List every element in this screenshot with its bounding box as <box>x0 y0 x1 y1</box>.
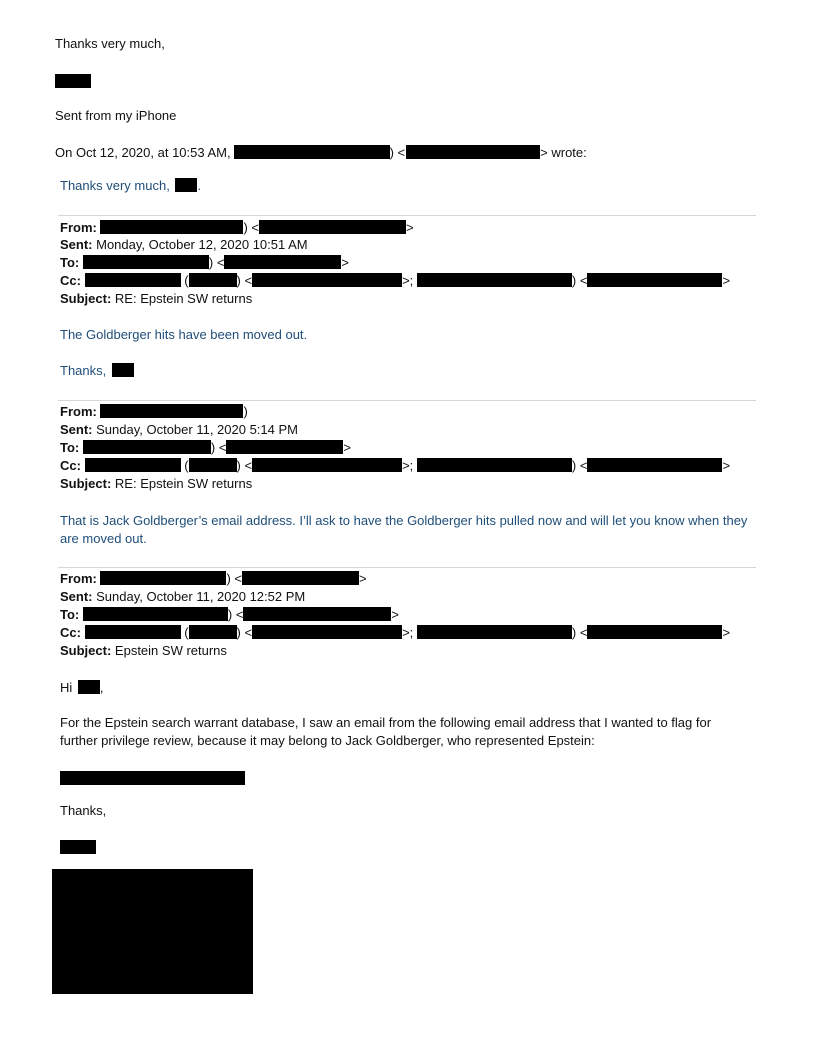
redaction-block <box>417 273 572 287</box>
redaction-block <box>587 458 722 472</box>
message-signoff: Thanks, <box>60 803 107 818</box>
redaction-block <box>189 458 237 472</box>
body-text: Hi <box>60 680 73 695</box>
redaction-block <box>417 625 572 639</box>
message-body: That is Jack Goldberger’s email address. I’ll ask to have the Goldberger hits pulled now and will let you know when they are moved out. <box>60 513 748 546</box>
sent-date: Sunday, October 11, 2020 12:52 PM <box>96 589 306 604</box>
redaction-block <box>252 273 402 287</box>
redaction-block <box>252 625 402 639</box>
sent-line: Sent: Sunday, October 11, 2020 12:52 PM <box>60 589 306 604</box>
comma: , <box>99 680 104 695</box>
message-body: For the Epstein search warrant database, I saw an email from the following email address that I wanted to flag for further privilege review, because it may belong to Jack Goldberger, who represented Epstein: <box>60 715 712 748</box>
redaction-block <box>224 255 341 269</box>
redaction-block <box>85 625 181 639</box>
message-body: The Goldberger hits have been moved out. <box>60 327 308 342</box>
redaction-block <box>100 571 226 585</box>
redaction-block <box>243 607 391 621</box>
redaction-block <box>112 363 134 377</box>
redaction-block <box>226 440 343 454</box>
redaction-block <box>83 255 209 269</box>
reply-closing: Thanks very much, <box>55 36 165 51</box>
redaction-block <box>406 145 540 159</box>
header-divider <box>58 400 756 401</box>
redaction-block <box>259 220 406 234</box>
redaction-block <box>234 145 390 159</box>
body-text: Thanks, <box>60 363 107 378</box>
redaction-block <box>85 273 181 287</box>
header-divider <box>58 215 756 216</box>
redaction-block <box>189 273 237 287</box>
redaction-block <box>60 840 96 854</box>
subject-text: Epstein SW returns <box>114 643 227 658</box>
redaction-block <box>587 273 722 287</box>
from-line: From: ) <box>60 404 248 419</box>
redaction-block <box>587 625 722 639</box>
redaction-block <box>85 458 181 472</box>
sent-line: Sent: Sunday, October 11, 2020 5:14 PM <box>60 422 298 437</box>
quote-wrote: > wrote: <box>540 145 587 160</box>
to-line: To: ) < > <box>60 440 352 455</box>
subject-line: Subject: RE: Epstein SW returns <box>60 291 253 306</box>
quote-paren: ) < <box>389 145 406 160</box>
sent-line: Sent: Monday, October 12, 2020 10:51 AM <box>60 237 308 252</box>
redaction-block <box>83 440 211 454</box>
sent-date: Monday, October 12, 2020 10:51 AM <box>96 237 308 252</box>
from-line: From: ) < > <box>60 571 367 586</box>
period: . <box>197 178 202 193</box>
cc-line: Cc: ( ) < >; ) < > <box>60 625 731 640</box>
quote-prefix: On Oct 12, 2020, at 10:53 AM, <box>55 145 231 160</box>
subject-text: RE: Epstein SW returns <box>114 291 253 306</box>
subject-text: RE: Epstein SW returns <box>114 476 253 491</box>
cc-line: Cc: ( ) < >; ) < > <box>60 273 731 288</box>
redaction-block <box>60 771 245 785</box>
redaction-block <box>175 178 197 192</box>
message-body <box>60 178 201 194</box>
body-text: Thanks very much, <box>60 178 170 193</box>
redaction-block <box>100 220 243 234</box>
redaction-block <box>252 458 402 472</box>
message-greeting <box>60 680 104 696</box>
to-line: To: ) < > <box>60 255 350 270</box>
from-line: From: ) < > <box>60 220 414 235</box>
redaction-block <box>55 74 91 88</box>
redaction-block <box>100 404 243 418</box>
quote-attribution <box>55 145 587 161</box>
subject-line: Subject: Epstein SW returns <box>60 643 227 658</box>
to-line: To: ) < > <box>60 607 400 622</box>
header-divider <box>58 567 756 568</box>
message-signoff <box>60 363 134 379</box>
cc-line: Cc: ( ) < >; ) < > <box>60 458 731 473</box>
redaction-block <box>189 625 237 639</box>
redaction-block <box>242 571 359 585</box>
subject-line: Subject: RE: Epstein SW returns <box>60 476 253 491</box>
sent-date: Sunday, October 11, 2020 5:14 PM <box>96 422 298 437</box>
signature-redaction-block <box>52 869 253 994</box>
redaction-block <box>83 607 228 621</box>
redaction-block <box>78 680 100 694</box>
redaction-block <box>417 458 572 472</box>
device-signature: Sent from my iPhone <box>55 108 177 123</box>
